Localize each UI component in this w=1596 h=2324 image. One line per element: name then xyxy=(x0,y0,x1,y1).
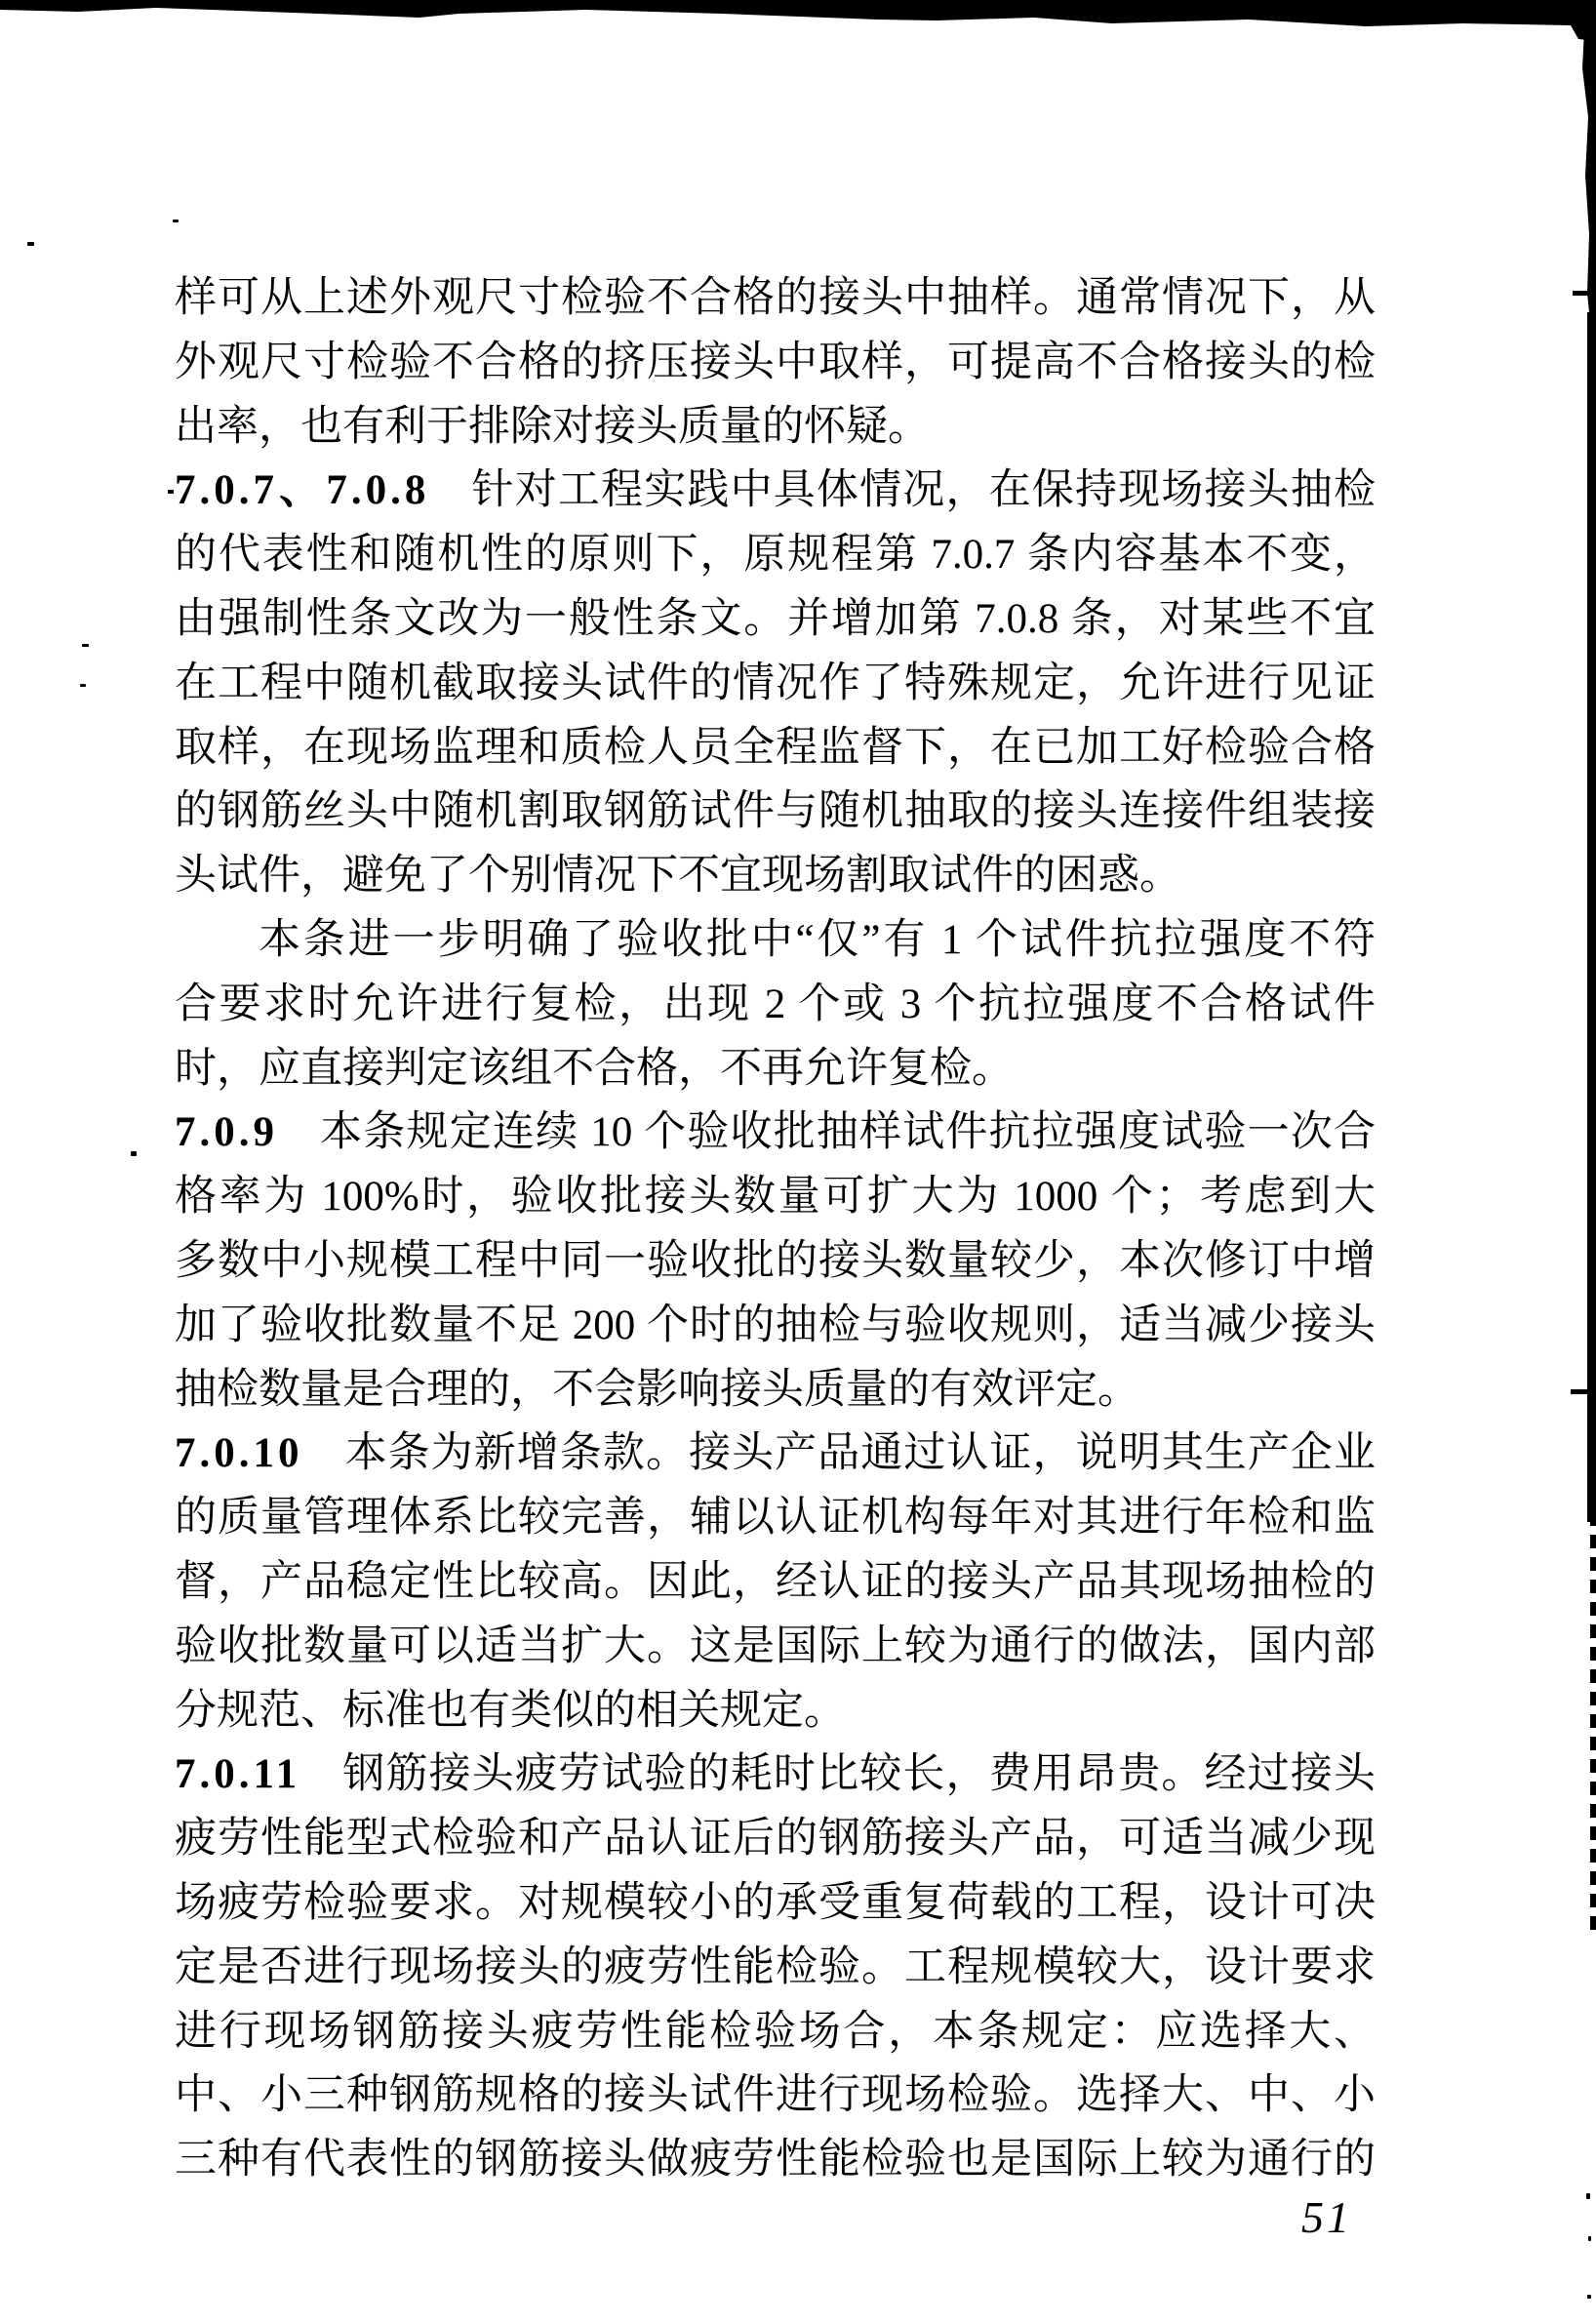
scan-artifact-right-edge xyxy=(1590,1512,1596,1932)
text-line: 在工程中随机截取接头试件的情况作了特殊规定，允许进行见证 xyxy=(175,660,1376,706)
text-line: 抽检数量是合理的，不会影响接头质量的有效评定。 xyxy=(175,1366,1139,1413)
text-line: 三种有代表性的钢筋接头做疲劳性能检验也是国际上较为通行的 xyxy=(175,2137,1376,2184)
text-line: 7.0.7、7.0.8 针对工程实践中具体情况，在保持现场接头抽检 xyxy=(175,467,1376,514)
scan-speck xyxy=(1588,2236,1591,2241)
text-line: 加了验收批数量不足 200 个时的抽检与验收规则，适当减少接头 xyxy=(175,1302,1376,1348)
page-number: 51 xyxy=(1301,2192,1352,2242)
scan-speck xyxy=(27,242,34,246)
scan-artifact-tick xyxy=(1571,1389,1596,1394)
text-line: 取样，在现场监理和质检人员全程监督下，在已加工好检验合格 xyxy=(175,724,1376,771)
text-line: 7.0.10 本条为新增条款。接头产品通过认证，说明其生产企业 xyxy=(175,1430,1376,1477)
clause-number: 7.0.11 xyxy=(175,1751,301,1798)
text-line: 的钢筋丝头中随机割取钢筋试件与随机抽取的接头连接件组装接 xyxy=(175,788,1376,835)
text-line: 7.0.11 钢筋接头疲劳试验的耗时比较长，费用昂贵。经过接头 xyxy=(175,1751,1376,1798)
text-line: 出率，也有利于排除对接头质量的怀疑。 xyxy=(175,403,930,450)
text-line: 的质量管理体系比较完善，辅以认证机构每年对其进行年检和监 xyxy=(175,1495,1376,1542)
clause-number: 7.0.7、7.0.8 xyxy=(175,467,430,514)
scan-speck xyxy=(173,220,179,222)
text-line: 时，应直接判定该组不合格，不再允许复检。 xyxy=(175,1045,1014,1092)
scan-speck xyxy=(1586,2193,1590,2199)
scan-artifact-tick xyxy=(1573,291,1596,296)
text-line: 多数中小规模工程中同一验收批的接头数量较少，本次修订中增 xyxy=(175,1237,1376,1284)
scan-speck xyxy=(82,644,89,647)
text-line: 验收批数量可以适当扩大。这是国际上较为通行的做法，国内部 xyxy=(175,1623,1376,1669)
text-block xyxy=(175,266,1376,2192)
scan-artifact-top-edge xyxy=(0,0,1596,41)
text-line: 本条进一步明确了验收批中“仅”有 1 个试件抗拉强度不符 xyxy=(259,916,1376,963)
text-line: 疲劳性能型式检验和产品认证后的钢筋接头产品，可适当减少现 xyxy=(175,1816,1376,1863)
scan-artifact-right-edge xyxy=(1580,0,1596,322)
text-line: 7.0.9 本条规定连续 10 个验收批抽样试件抗拉强度试验一次合 xyxy=(175,1109,1376,1156)
text-line: 的代表性和随机性的原则下，原规程第 7.0.7 条内容基本不变， xyxy=(175,532,1376,579)
text-line: 分规范、标准也有类似的相关规定。 xyxy=(175,1687,846,1734)
text-line: 格率为 100%时，验收批接头数量可扩大为 1000 个；考虑到大 xyxy=(175,1174,1376,1221)
text-line: 督，产品稳定性比较高。因此，经认证的接头产品其现场抽检的 xyxy=(175,1558,1376,1605)
text-line: 由强制性条文改为一般性条文。并增加第 7.0.8 条，对某些不宜 xyxy=(175,595,1376,642)
text-line: 外观尺寸检验不合格的挤压接头中取样，可提高不合格接头的检 xyxy=(175,339,1376,385)
text-line: 定是否进行现场接头的疲劳性能检验。工程规模较大，设计要求 xyxy=(175,1943,1376,1990)
scan-speck xyxy=(131,1151,137,1156)
clause-number: 7.0.10 xyxy=(175,1430,303,1477)
text-line: 合要求时允许进行复检，出现 2 个或 3 个抗拉强度不合格试件 xyxy=(175,981,1376,1027)
text-line: 样可从上述外观尺寸检验不合格的接头中抽样。通常情况下，从 xyxy=(175,275,1376,321)
scan-speck xyxy=(168,490,174,494)
scan-speck xyxy=(80,684,86,687)
text-line: 中、小三种钢筋规格的接头试件进行现场检验。选择大、中、小 xyxy=(175,2072,1376,2119)
scan-speck xyxy=(1587,2295,1591,2299)
text-line: 进行现场钢筋接头疲劳性能检验场合，本条规定：应选择大、 xyxy=(175,2008,1376,2055)
text-line: 场疲劳检验要求。对规模较小的承受重复荷载的工程，设计可决 xyxy=(175,1879,1376,1926)
text-line: 头试件，避免了个别情况下不宜现场割取试件的困惑。 xyxy=(175,853,1181,900)
scan-artifact-right-edge xyxy=(1587,312,1596,1522)
clause-number: 7.0.9 xyxy=(175,1109,278,1156)
